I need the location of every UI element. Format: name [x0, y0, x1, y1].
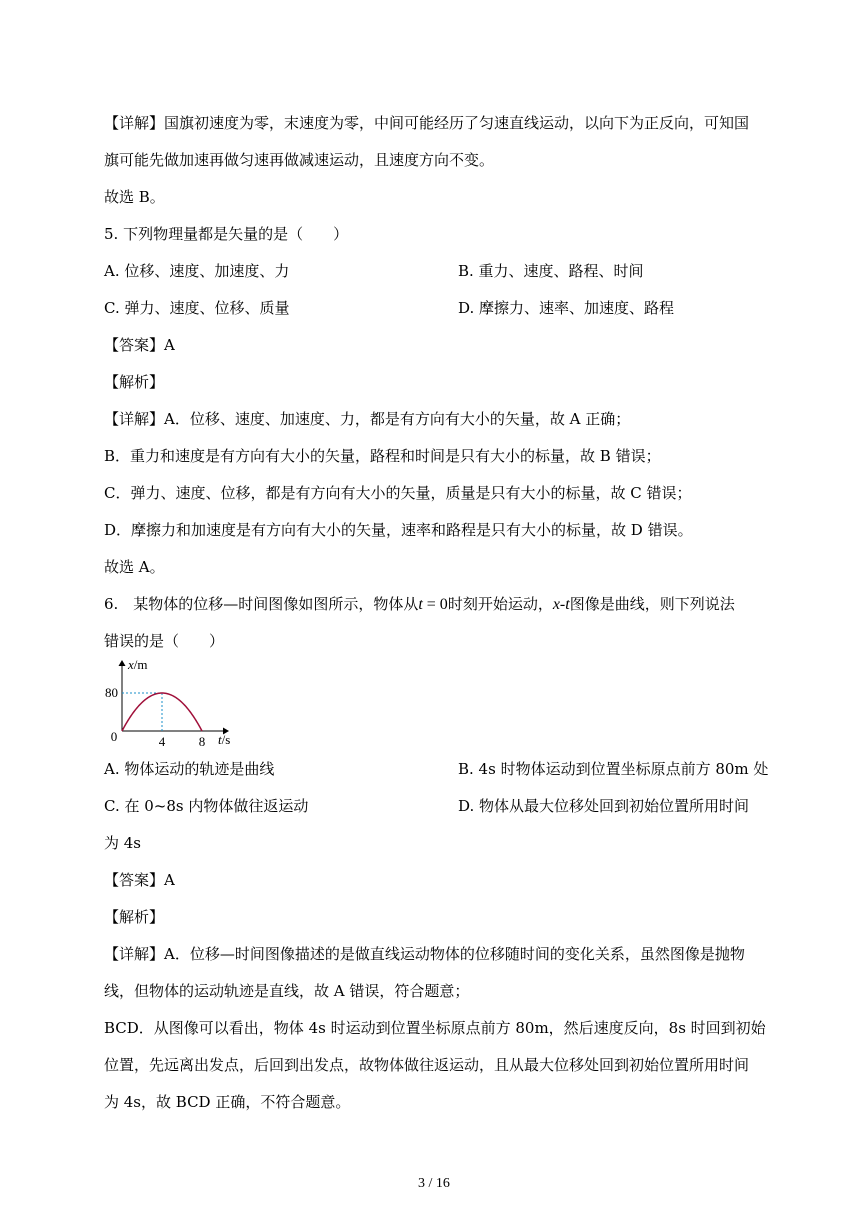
q6-math-t-equals-0	[418, 596, 447, 613]
q6-question-part2: 时刻开始运动，	[447, 595, 553, 613]
q6-option-d-continued: 为 4s	[104, 834, 142, 852]
q5-detail-c: C．弹力、速度、位移，都是有方向有大小的矢量，质量是只有大小的标量，故 C 错误；	[104, 484, 692, 502]
q6-question-part3: 图像是曲线，则下列说法	[569, 595, 735, 613]
q5-detail-b: B．重力和速度是有方向有大小的矢量，路程和时间是只有大小的标量，故 B 错误；	[104, 447, 661, 465]
y-axis-label-unit: /m	[133, 657, 148, 672]
x-tick-label-8: 8	[198, 734, 206, 749]
q5-option-d: D. 摩擦力、速率、加速度、路程	[458, 299, 675, 317]
q6-detail-line1: 【详解】A．位移—时间图像描述的是做直线运动物体的位移随时间的变化关系，虽然图像是抛物	[104, 945, 745, 963]
q4-detail-line2: 旗可能先做加速再做匀速再做减速运动，且速度方向不变。	[104, 151, 495, 169]
q6-option-a: A. 物体运动的轨迹是曲线	[104, 760, 275, 778]
q6-detail-line2: 线，但物体的运动轨迹是直线，故 A 错误，符合题意；	[104, 982, 470, 1000]
q5-detail-d: D．摩擦力和加速度是有方向有大小的矢量，速率和路程是只有大小的标量，故 D 错误。	[104, 521, 693, 539]
q6-question-line2: 错误的是（ ）	[104, 632, 225, 650]
q5-option-a: A. 位移、速度、加速度、力	[104, 262, 290, 280]
q6-analysis-heading: 【解析】	[104, 908, 165, 926]
q5-option-c: C. 弹力、速度、位移、质量	[104, 299, 290, 317]
q6-question-part1: 6. 某物体的位移—时间图像如图所示，物体从	[104, 595, 419, 613]
x-axis-label-unit: /s	[221, 732, 231, 747]
x-tick-label-4: 4	[158, 734, 166, 749]
q6-option-d: D. 物体从最大位移处回到初始位置所用时间	[458, 797, 750, 815]
q5-answer: 【答案】A	[104, 336, 175, 354]
q6-math-eq: = 0	[422, 596, 448, 613]
q5-conclusion: 故选 A。	[104, 558, 165, 576]
origin-label: 0	[110, 729, 118, 744]
q4-conclusion: 故选 B。	[104, 188, 165, 206]
displacement-time-graph	[100, 655, 250, 750]
q6-detail-line5: 为 4s，故 BCD 正确，不符合题意。	[104, 1093, 351, 1111]
y-axis-label	[127, 657, 148, 672]
q6-detail-line3: BCD．从图像可以看出，物体 4s 时运动到位置坐标原点前方 80m，然后速度反向，8s 时回到初始	[104, 1019, 766, 1037]
q6-option-c: C. 在 0~8s 内物体做往返运动	[104, 797, 309, 815]
q5-question: 5. 下列物理量都是矢量的是（ ）	[104, 225, 349, 243]
q6-question-line1	[104, 594, 735, 615]
y-axis-label-var: x	[128, 657, 134, 672]
q6-math-x-t: x-t	[552, 596, 570, 613]
q5-detail-a: 【详解】A．位移、速度、加速度、力，都是有方向有大小的矢量，故 A 正确；	[104, 410, 631, 428]
q6-option-b: B. 4s 时物体运动到位置坐标原点前方 80m 处	[458, 760, 769, 778]
x-axis-label-var: t	[218, 732, 222, 747]
x-axis-label	[218, 732, 230, 747]
page-number: 3 / 16	[418, 1176, 450, 1191]
q5-option-b: B. 重力、速度、路程、时间	[458, 262, 644, 280]
q6-detail-line4: 位置，先远离出发点，后回到出发点，故物体做往返运动，且从最大位移处回到初始位置所用时间	[104, 1056, 750, 1074]
y-tick-label-80: 80	[105, 685, 118, 700]
q6-math-t-var: t	[418, 596, 423, 613]
q4-detail-line1: 【详解】国旗初速度为零，末速度为零，中间可能经历了匀速直线运动，以向下为正反向，可知国	[104, 114, 750, 132]
q6-answer: 【答案】A	[104, 871, 175, 889]
q5-analysis-heading: 【解析】	[104, 373, 165, 391]
